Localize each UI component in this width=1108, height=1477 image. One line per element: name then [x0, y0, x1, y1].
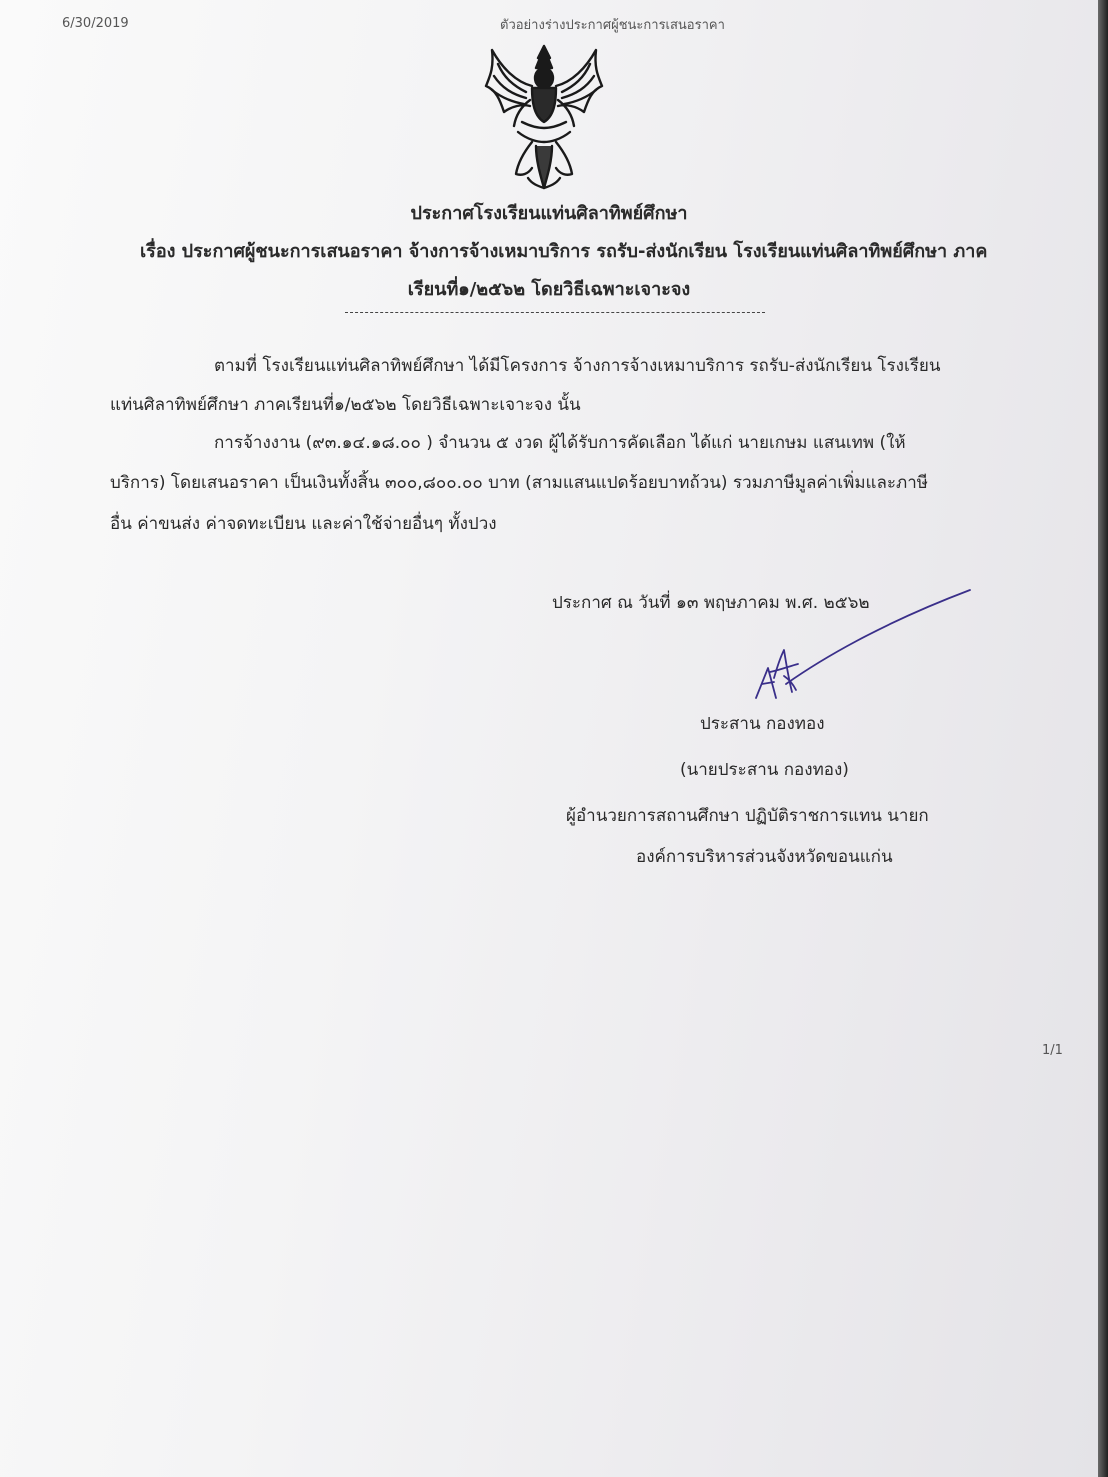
signer-position-line-2: องค์การบริหารส่วนจังหวัดขอนแก่น	[636, 847, 893, 867]
signature-icon	[740, 580, 990, 710]
page-number: 1/1	[1042, 1043, 1063, 1058]
subject-line-2: เรียนที่๑/๒๕๖๒ โดยวิธีเฉพาะเจาะจง	[407, 279, 691, 300]
print-header-title: ตัวอย่างร่างประกาศผู้ชนะการเสนอราคา	[500, 18, 725, 33]
body-paragraph-line: บริการ) โดยเสนอราคา เป็นเงินทั้งสิ้น ๓๐๐,๘๐๐.๐๐ บาท (สามแสนแปดร้อยบาทถ้วน) รวมภาษีมูลค่าเพิ่มและภาษี	[110, 473, 929, 493]
signer-position-line-1: ผู้อำนวยการสถานศึกษา ปฏิบัติราชการแทน นายก	[566, 806, 929, 826]
document-title: ประกาศโรงเรียนแท่นศิลาทิพย์ศึกษา	[410, 203, 688, 224]
garuda-emblem-icon	[482, 42, 606, 192]
subject-line-1: เรื่อง ประกาศผู้ชนะการเสนอราคา จ้างการจ้างเหมาบริการ รถรับ-ส่งนักเรียน โรงเรียนแท่นศิลาทิพย์ศึกษา ภาค	[140, 241, 988, 262]
background-edge	[1098, 0, 1108, 1477]
announcement-date: ประกาศ ณ วันที่ ๑๓ พฤษภาคม พ.ศ. ๒๕๖๒	[552, 593, 870, 613]
body-paragraph-line: แท่นศิลาทิพย์ศึกษา ภาคเรียนที่๑/๒๕๖๒ โดยวิธีเฉพาะเจาะจง นั้น	[110, 395, 581, 415]
print-header-date: 6/30/2019	[62, 16, 129, 31]
body-paragraph-line: ตามที่ โรงเรียนแท่นศิลาทิพย์ศึกษา ได้มีโครงการ จ้างการจ้างเหมาบริการ รถรับ-ส่งนักเรียน โรงเรียน	[214, 356, 941, 376]
separator-line	[345, 312, 765, 313]
signer-full-name: (นายประสาน กองทอง)	[680, 760, 849, 780]
signer-name: ประสาน กองทอง	[700, 714, 825, 734]
body-paragraph-line: อื่น ค่าขนส่ง ค่าจดทะเบียน และค่าใช้จ่ายอื่นๆ ทั้งปวง	[110, 514, 497, 534]
body-paragraph-line: การจ้างงาน (๙๓.๑๔.๑๘.๐๐ ) จำนวน ๕ งวด ผู้ได้รับการคัดเลือก ได้แก่ นายเกษม แสนเทพ (ให้	[214, 433, 906, 453]
